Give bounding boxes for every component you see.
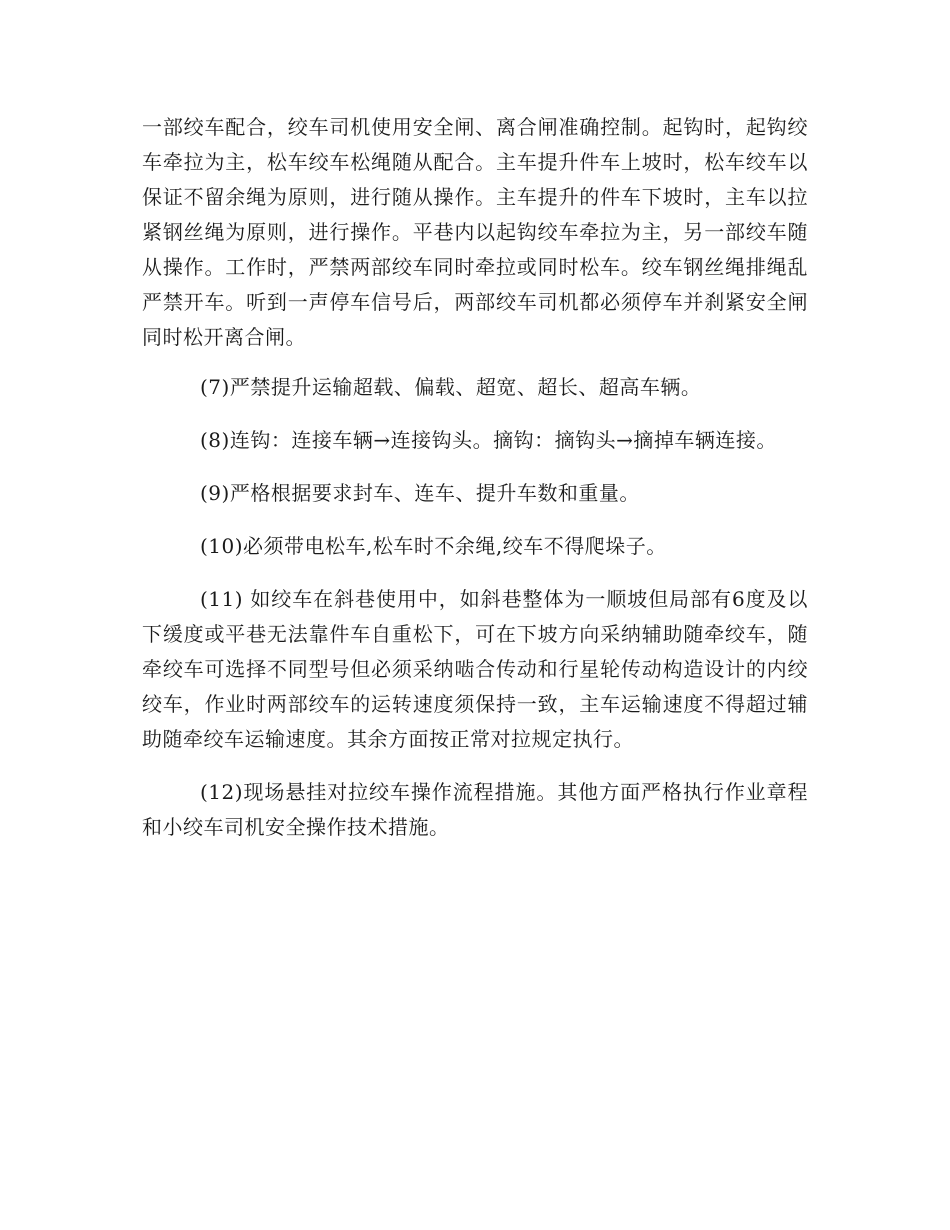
paragraph-item-7: (7)严禁提升运输超载、偏载、超宽、超长、超高车辆。	[200, 375, 702, 399]
paragraph-item-11: (11) 如绞车在斜巷使用中，如斜巷整体为一顺坡但局部有6度及以下缓度或平巷无法靠件车自重松下，可在下坡方向采纳辅助随牵绞车，随牵绞车可选择不同型号但必须采纳啮合传动和行星轮传动构造设计的内绞绞车，作业时两部绞车的运转速度须保持一致，主车运输速度不得超过辅助随牵绞车运输速度。其余方面按正常对拉规定执行。	[142, 587, 808, 751]
paragraph-item-9: (9)严格根据要求封车、连车、提升车数和重量。	[200, 481, 640, 505]
paragraph-item-8: (8)连钩：连接车辆→连接钩头。摘钩：摘钩头→摘掉车辆连接。	[200, 428, 777, 452]
paragraph-continuation: 一部绞车配合，绞车司机使用安全闸、离合闸准确控制。起钩时，起钩绞车牵拉为主，松车绞车松绳随从配合。主车提升件车上坡时，松车绞车以保证不留余绳为原则，进行随从操作。主车提升的件车下坡时，主车以拉紧钢丝绳为原则，进行操作。平巷内以起钩绞车牵拉为主，另一部绞车随从操作。工作时，严禁两部绞车同时牵拉或同时松车。绞车钢丝绳排绳乱严禁开车。听到一声停车信号后，两部绞车司机都必须停车并刹紧安全闸同时松开离合闸。	[142, 115, 808, 349]
paragraph-item-10: (10)必须带电松车,松车时不余绳,绞车不得爬垛子。	[200, 534, 667, 558]
paragraph-item-12: (12)现场悬挂对拉绞车操作流程措施。其他方面严格执行作业章程和小绞车司机安全操作技术措施。	[142, 780, 808, 839]
document-body	[142, 110, 808, 845]
